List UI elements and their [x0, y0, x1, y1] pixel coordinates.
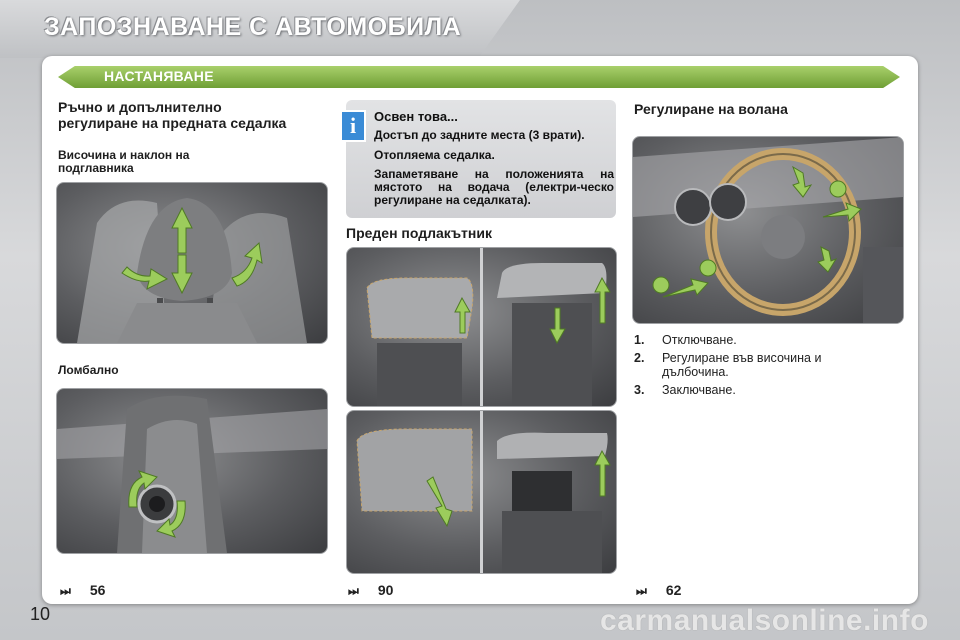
watermark: carmanualsonline.info	[600, 604, 929, 637]
skip-forward-icon: ⏭	[60, 584, 71, 598]
headrest-photo	[56, 182, 328, 344]
armrest-photo-top	[346, 247, 617, 407]
info-line-3: Отопляема седалка.	[374, 148, 495, 162]
armrest-page-ref-number: 90	[377, 582, 394, 598]
list-item-text: Заключване.	[662, 383, 736, 397]
seat-page-ref[interactable]	[60, 582, 105, 599]
steering-heading: Регулиране на волана	[634, 101, 788, 117]
list-item	[634, 351, 874, 379]
list-item-text: Регулиране във височина и дълбочина.	[662, 351, 822, 379]
headrest-subheading: Височина и наклон на подглавника	[58, 148, 190, 175]
section-banner-label: НАСТАНЯВАНЕ	[104, 68, 214, 84]
steering-page-ref[interactable]	[636, 582, 681, 599]
chapter-title: ЗАПОЗНАВАНЕ С АВТОМОБИЛА	[44, 13, 462, 41]
steering-photo	[632, 136, 904, 324]
list-item	[634, 383, 874, 397]
info-line-1: Освен това...	[374, 109, 458, 124]
steering-steps-list	[634, 333, 874, 401]
list-item	[634, 333, 874, 347]
list-item-number: 1.	[634, 333, 645, 347]
list-item-number: 3.	[634, 383, 645, 397]
seat-adjust-heading: Ръчно и допълнително регулиране на предната седалка	[58, 99, 287, 131]
skip-forward-icon: ⏭	[348, 584, 359, 598]
armrest-page-ref[interactable]	[348, 582, 393, 599]
list-item-number: 2.	[634, 351, 645, 365]
lumbar-heading: Ломбално	[58, 363, 119, 377]
seat-page-ref-number: 56	[89, 582, 106, 598]
armrest-heading: Преден подлакътник	[346, 225, 492, 241]
lumbar-photo	[56, 388, 328, 554]
steering-page-ref-number: 62	[665, 582, 682, 598]
info-line-2: Достъп до задните места (3 врати).	[374, 128, 585, 142]
skip-forward-icon: ⏭	[636, 584, 647, 598]
list-item-text: Отключване.	[662, 333, 737, 347]
info-line-4: Запаметяване на положенията на мястото на водача (електри-ческо регулиране на седалката).	[374, 167, 614, 207]
armrest-photo-bottom	[346, 410, 617, 574]
info-icon: i	[340, 110, 366, 142]
page-number: 10	[30, 604, 51, 624]
